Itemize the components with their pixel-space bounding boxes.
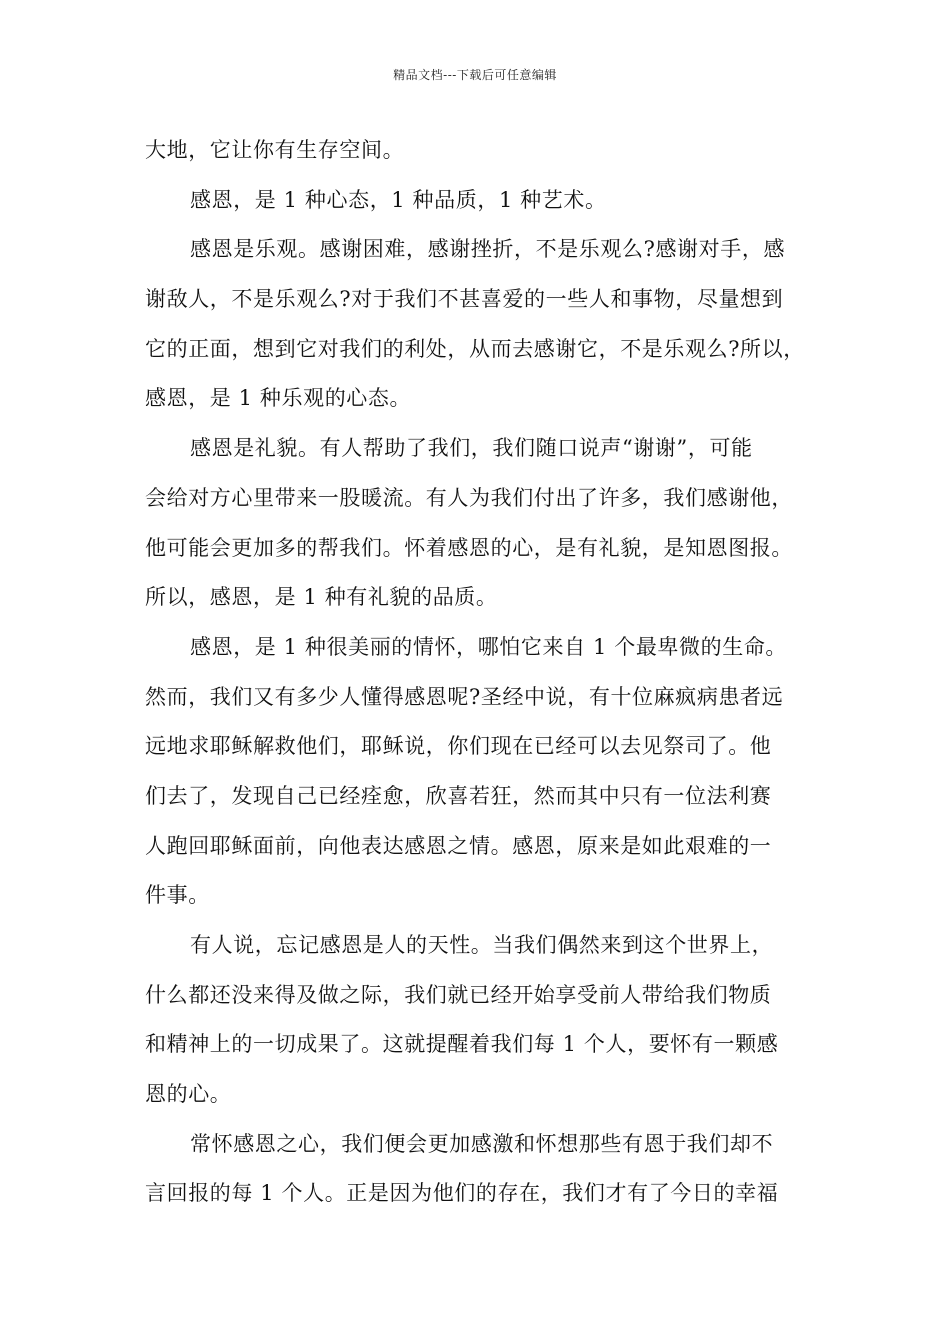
text-line: 会给对方心里带来一股暖流。有人为我们付出了许多，我们感谢他， (145, 485, 793, 510)
text-line: 有人说，忘记感恩是人的天性。当我们偶然来到这个世界上， (190, 933, 774, 957)
text-line: 恩的心。 (145, 1082, 232, 1107)
page-header: 精品文档---下载后可任意编辑 (393, 68, 557, 82)
text-line: 感恩，是 1 种乐观的心态。 (145, 386, 412, 411)
text-line: 感恩是乐观。感谢困难，感谢挫折，不是乐观么?感谢对手，感 (190, 237, 786, 262)
text-line: 它的正面，想到它对我们的利处，从而去感谢它，不是乐观么?所以， (145, 336, 805, 361)
body-text (145, 128, 817, 1221)
text-line: 言回报的每 1 个人。正是因为他们的存在，我们才有了今日的幸福 (145, 1181, 779, 1206)
text-line: 远地求耶稣解救他们，耶稣说，你们现在已经可以去见祭司了。他 (145, 734, 772, 759)
text-line: 和精神上的一切成果了。这就提醒着我们每 1 个人，要怀有一颗感 (145, 1032, 779, 1057)
text-line: 人跑回耶稣面前，向他表达感恩之情。感恩，原来是如此艰难的一 (145, 833, 772, 858)
text-line: 感恩是礼貌。有人帮助了我们，我们随口说声“谢谢”，可能 (190, 436, 753, 461)
text-line: 然而，我们又有多少人懂得感恩呢?圣经中说，有十位麻疯病患者远 (145, 684, 784, 709)
text-line: 大地，它让你有生存空间。 (145, 138, 405, 162)
text-line: 他可能会更加多的帮我们。怀着感恩的心，是有礼貌，是知恩图报。 (145, 535, 793, 560)
text-line: 件事。 (145, 883, 210, 908)
text-line: 什么都还没来得及做之际，我们就已经开始享受前人带给我们物质 (145, 982, 772, 1007)
text-line: 谢敌人，不是乐观么?对于我们不甚喜爱的一些人和事物，尽量想到 (145, 287, 784, 312)
text-line: 所以，感恩，是 1 种有礼貌的品质。 (145, 585, 498, 610)
text-line: 感恩，是 1 种心态，1 种品质，1 种艺术。 (190, 187, 607, 212)
text-line: 感恩，是 1 种很美丽的情怀，哪怕它来自 1 个最卑微的生命。 (190, 634, 788, 659)
text-line: 们去了，发现自己已经痊愈，欣喜若狂，然而其中只有一位法利赛 (145, 783, 772, 808)
text-line: 常怀感恩之心，我们便会更加感激和怀想那些有恩于我们却不 (190, 1131, 774, 1156)
